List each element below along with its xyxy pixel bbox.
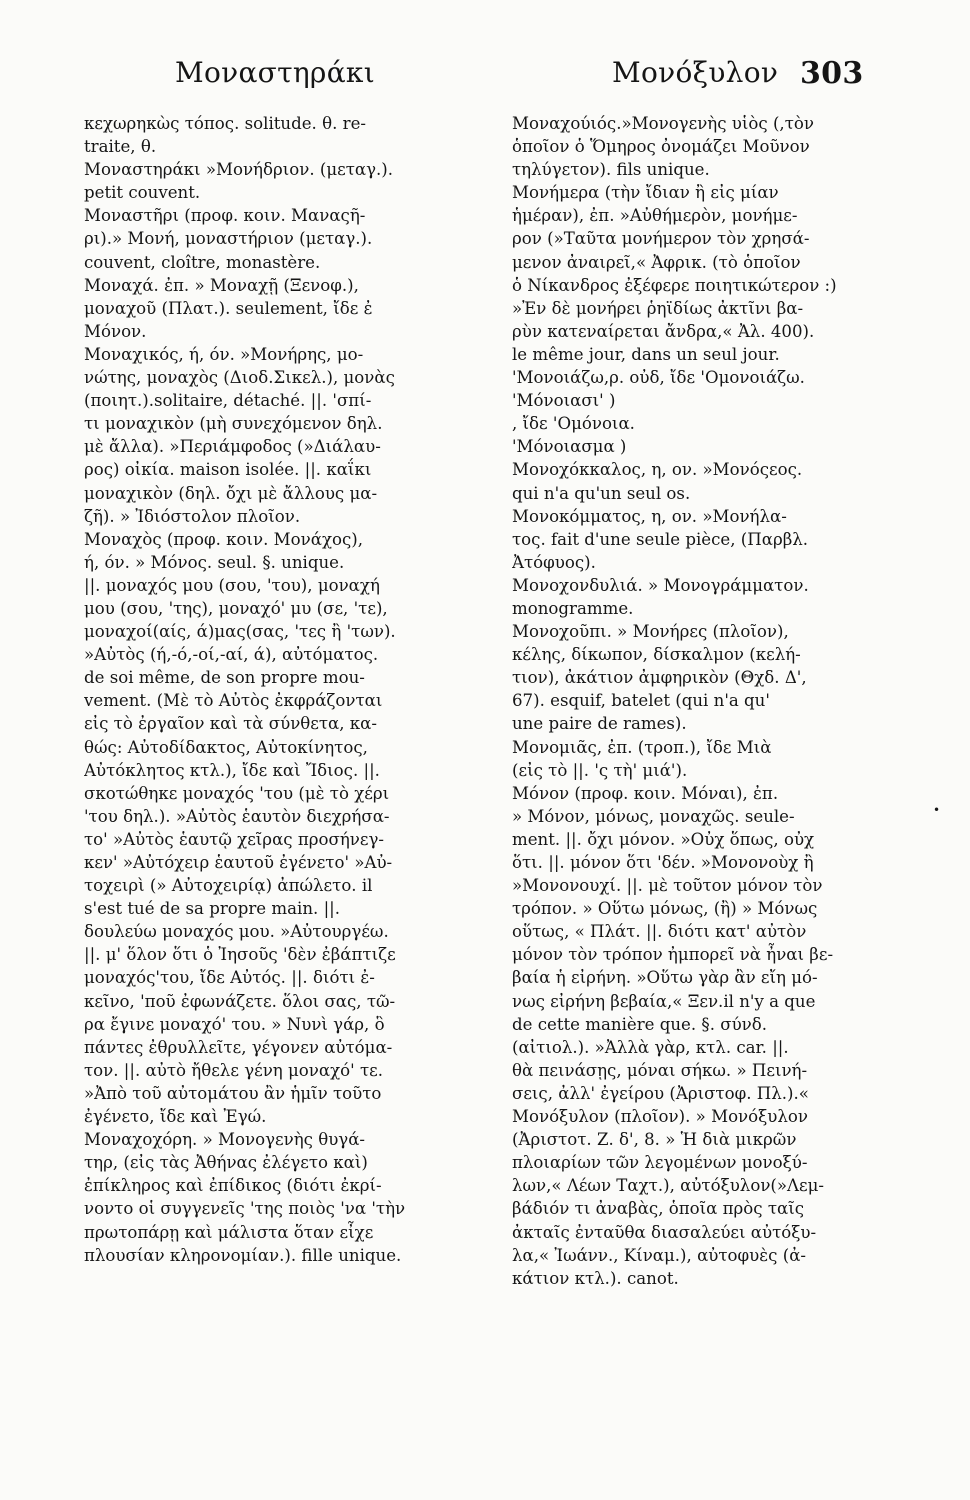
text-line: 67). esquif, batelet (qui n'a qu': [512, 691, 770, 711]
left-column: [84, 112, 466, 1267]
text-line: (αἰτιολ.). »Ἀλλὰ γὰρ, κτλ. car. ||.: [512, 1037, 789, 1057]
text-line: 'του δηλ.). »Αὐτὸς ἑαυτὸν διεχρήσα-: [84, 806, 390, 826]
text-line: σεις, ἀλλ' ἐγείρου (Ἀριστοφ. Πλ.).«: [512, 1083, 809, 1103]
text-line: ρι).» Μονή, μοναστήριον (μεταγ.).: [84, 229, 373, 249]
text-line: traite, θ.: [84, 137, 157, 157]
text-line: Μονομιᾶς, ἐπ. (τροπ.), ἴδε Μιὰ: [512, 737, 772, 757]
text-line: ἀκταῖς ἐνταῦθα διασαλεύει αὐτόξυ-: [512, 1222, 817, 1242]
text-line: πλουσίαν κληρονομίαν.). fille unique.: [84, 1245, 402, 1265]
text-line: τοχειρὶ (» Αὐτοχειρίᾳ) ἀπώλετο. il: [84, 876, 373, 896]
text-line: , ἴδε 'Ομόνοια.: [512, 414, 635, 434]
text-line: πρωτοπάρῃ καὶ μάλιστα ὅταν εἶχε: [84, 1222, 374, 1242]
text-line: ||. μ' ὅλον ὅτι ὁ Ἰησοῦς 'δὲν ἐβάπτιζε: [84, 945, 396, 965]
text-line: πάντες ἐθρυλλεῖτε, γέγονεν αὐτόμα-: [84, 1037, 393, 1057]
text-line: (εἰς τὸ ||. 'ς τὴ' μιά').: [512, 760, 688, 780]
text-line: » Μόνον, μόνως, μοναχῶς. seule-: [512, 806, 795, 826]
text-line: τον. ||. αὐτὸ ἤθελε γένη μοναχό' τε.: [84, 1060, 384, 1080]
text-line: το' »Αὐτὸς ἑαυτῷ χεῖρας προσήνεγ-: [84, 829, 384, 849]
text-line: Μοναχά. ἐπ. » Μοναχῇ (Ξενοφ.),: [84, 275, 359, 295]
text-line: κεχωρηκὼς τόπος. solitude. θ. re-: [84, 114, 366, 133]
text-line: μὲ ἄλλα). »Περιάμφοδος (»Διάλαυ-: [84, 437, 381, 457]
text-line: ὅτι. ||. μόνον ὅτι 'δέν. »Μονονοὺχ ἢ: [512, 853, 814, 872]
text-line: couvent, cloître, monastère.: [84, 252, 321, 272]
text-line: ρα ἔγινε μοναχό' του. » Νυνὶ γάρ, ὃ: [84, 1014, 385, 1034]
text-line: »Ἐν δὲ μονήρει ῥηϊδίως ἀκτῖνι βα-: [512, 298, 804, 318]
text-line: ρον (»Ταῦτα μονήμερον τὸν χρησά-: [512, 229, 810, 249]
text-line: Μοναχὸς (προφ. κοιν. Μονάχος),: [84, 529, 364, 549]
text-line: Μοναχούιός.»Μονογενὴς υἱὸς (,τὸν: [512, 114, 814, 133]
text-line: μοναχοί(αίς, ά)μας(σας, 'τες ἢ 'των).: [84, 622, 396, 642]
text-line: Μοναχοχόρη. » Μονογενὴς θυγά-: [84, 1130, 366, 1150]
text-line: ρὺν κατεναίρεται ἄνδρα,« Ἀλ. 400).: [512, 321, 815, 341]
text-line: (ποιητ.).solitaire, détaché. ||. 'σπί-: [84, 391, 372, 411]
text-line: 'Μονοιάζω,ρ. οὐδ, ἴδε 'Ομονοιάζω.: [512, 368, 805, 388]
text-line: Μοναστῆρι (προφ. κοιν. Μαναςῆ-: [84, 206, 366, 226]
text-line: ||. μοναχός μου (σου, 'του), μοναχή: [84, 575, 380, 595]
text-line: ρος) οἰκία. maison isolée. ||. καΐκι: [84, 460, 372, 480]
text-line: une paire de rames).: [512, 714, 687, 734]
text-line: 'Μόνοιασμα ): [512, 437, 627, 457]
text-line: εἰς τὸ ἐργαῖον καὶ τὰ σύνθετα, κα-: [84, 714, 377, 734]
text-line: Μόνον (προφ. κοιν. Μόναι), ἐπ.: [512, 783, 779, 803]
page-number: 303: [800, 56, 864, 91]
text-line: οὕτως, « Πλάτ. ||. διότι κατ' αὐτὸν: [512, 922, 807, 942]
text-line: monogramme.: [512, 598, 634, 618]
text-line: σκοτώθηκε μοναχός 'του (μὲ τὸ χέρι: [84, 783, 390, 803]
margin-mark: •: [933, 803, 941, 817]
text-line: λων,« Λέων Ταχτ.), αὐτόξυλον(»Λεμ-: [512, 1176, 824, 1196]
right-column: [512, 112, 864, 1290]
text-line: ἐπίκληρος καὶ ἐπίδικος (διότι ἐκρί-: [84, 1176, 382, 1196]
text-line: κεν' »Αὐτόχειρ ἑαυτοῦ ἐγένετο' »Αὐ-: [84, 853, 393, 872]
text-line: ζῆ). » Ἰδιόστολον πλοῖον.: [84, 506, 301, 526]
text-line: »Μονονουχί. ||. μὲ τοῦτον μόνον τὸν: [512, 876, 823, 896]
text-line: Μοναχικός, ή, όν. »Μονήρης, μο-: [84, 344, 364, 364]
text-line: s'est tué de sa propre main. ||.: [84, 899, 341, 919]
text-line: ὁ Νίκανδρος ἐξέφερε ποιητικώτερον :): [512, 275, 837, 295]
text-line: ἐγένετο, ἴδε καὶ Ἐγώ.: [84, 1107, 267, 1127]
text-line: τρόπον. » Οὕτω μόνως, (ἢ) » Μόνως: [512, 899, 818, 919]
text-line: ment. ||. ὄχι μόνον. »Οὐχ ὅπως, οὐχ: [512, 829, 815, 849]
text-line: qui n'a qu'un seul os.: [512, 483, 691, 503]
text-line: ή, όν. » Μόνος. seul. §. unique.: [84, 552, 345, 572]
text-line: νώτης, μοναχὸς (Διοδ.Σικελ.), μονὰς: [84, 368, 395, 388]
text-line: Μονοχόκκαλος, η, ον. »Μονόςεος.: [512, 460, 803, 480]
text-line: μόνον τὸν τρόπον ἠμπορεῖ νὰ ἦναι βε-: [512, 945, 834, 965]
text-line: κέλης, δίκωπον, δίσκαλμον (κελή-: [512, 645, 801, 665]
text-line: βάδιόν τι ἀναβὰς, ὁποῖα πρὸς ταῖς: [512, 1199, 805, 1219]
text-line: κεῖνο, 'ποῦ ἐφωνάζετε. ὅλοι σας, τῶ-: [84, 991, 396, 1011]
text-line: κάτιον κτλ.). canot.: [512, 1268, 679, 1288]
text-line: Αὐτόκλητος κτλ.), ἴδε καὶ Ἴδιος. ||.: [84, 760, 380, 780]
text-line: ὁποῖον ὁ Ὅμηρος ὀνομάζει Μοῦνον: [512, 137, 810, 157]
text-line: νοντο οἱ συγγενεῖς 'της ποιὸς 'να 'τὴν: [84, 1199, 406, 1219]
text-line: μου (σου, 'της), μοναχό' μυ (σε, 'τε),: [84, 598, 388, 618]
running-head-right: Μονόξυλον: [612, 56, 779, 89]
text-line: 'Μόνοιασι' ): [512, 391, 616, 411]
text-line: πλοιαρίων τῶν λεγομένων μονοξύ-: [512, 1153, 808, 1173]
text-line: Μονήμερα (τὴν ἴδιαν ἢ εἰς μίαν: [512, 183, 779, 203]
text-line: τιον), ἀκάτιον ἀμφηρικὸν (Θχδ. Δ',: [512, 668, 807, 688]
text-line: λα,« Ἰωάνν., Κίναμ.), αὐτοφυὲς (ἀ-: [512, 1245, 807, 1265]
text-line: μοναχός'του, ἴδε Αὐτός. ||. διότι ἐ-: [84, 968, 375, 988]
text-line: μοναχικὸν (δηλ. ὄχι μὲ ἄλλους μα-: [84, 483, 378, 503]
text-line: Μοναστηράκι »Μονήδριον. (μεταγ.).: [84, 160, 394, 180]
text-line: (Ἀριστοτ. Ζ. δ', 8. » Ἡ διὰ μικρῶν: [512, 1130, 797, 1150]
running-head-left: Μοναστηράκι: [175, 56, 375, 89]
text-line: Μονοχοῦπι. » Μονήρες (πλοῖον),: [512, 622, 789, 642]
text-line: νως εἰρήνη βεβαία,« Ξεν.il n'y a que: [512, 991, 816, 1011]
text-line: τι μοναχικὸν (μὴ συνεχόμενον δηλ.: [84, 414, 383, 434]
text-line: Μονοκόμματος, η, ον. »Μονήλα-: [512, 506, 787, 526]
text-line: ἡμέραν), ἐπ. »Αὐθήμερὸν, μονήμε-: [512, 206, 798, 226]
text-line: τος. fait d'une seule pièce, (Παρβλ.: [512, 529, 809, 549]
text-line: de soi même, de son propre mou-: [84, 668, 365, 688]
text-line: μοναχοῦ (Πλατ.). seulement, ἴδε ἐ: [84, 298, 373, 318]
text-line: »Ἀπὸ τοῦ αὐτομάτου ἂν ἡμῖν τοῦτο: [84, 1083, 382, 1103]
text-line: τηλύγετον). fils unique.: [512, 160, 710, 180]
text-line: vement. (Μὲ τὸ Αὐτὸς ἐκφράζονται: [84, 691, 383, 711]
text-line: petit couvent.: [84, 183, 201, 203]
text-line: τηρ, (εἰς τὰς Ἀθήνας ἐλέγετο καὶ): [84, 1153, 368, 1173]
text-line: »Αὐτὸς (ή,-ό,-οί,-αί, ά), αὐτόματος.: [84, 645, 379, 665]
text-line: le même jour, dans un seul jour.: [512, 344, 780, 364]
text-line: θὰ πεινάσῃς, μόναι σήκω. » Πεινή-: [512, 1060, 808, 1080]
text-line: Μόνον.: [84, 321, 147, 341]
text-line: Μονοχονδυλιά. » Μονογράμματον.: [512, 575, 809, 595]
text-line: δουλεύω μοναχός μου. »Αὐτουργέω.: [84, 922, 389, 942]
text-line: μενον ἀναιρεῖ,« Ἀφρικ. (τὸ ὁποῖον: [512, 252, 801, 272]
text-line: θώς: Αὐτοδίδακτος, Αὐτοκίνητος,: [84, 737, 368, 757]
text-line: de cette manière que. §. σύνδ.: [512, 1014, 768, 1034]
text-line: Ἀτόφυος).: [512, 552, 596, 572]
text-line: Μονόξυλον (πλοῖον). » Μονόξυλον: [512, 1107, 808, 1127]
text-line: βαία ἡ εἰρήνη. »Οὕτω γὰρ ἂν εἴη μό-: [512, 968, 818, 988]
